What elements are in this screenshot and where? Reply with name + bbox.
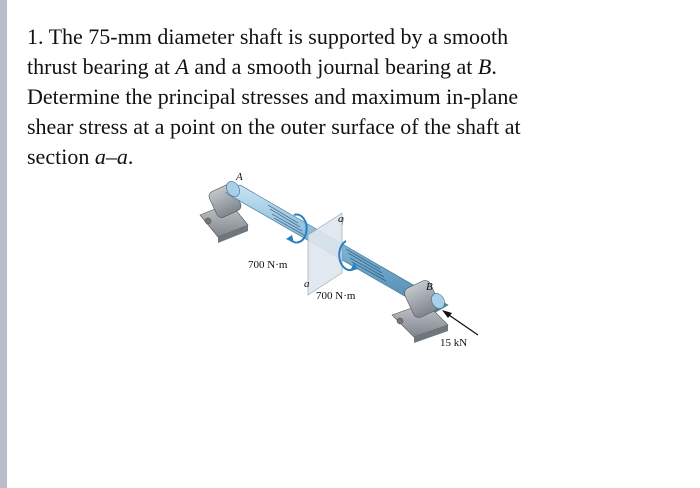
shaft-diagram bbox=[170, 165, 500, 365]
problem-line-1: 1. The 75-mm diameter shaft is supported by a smooth bbox=[27, 24, 509, 49]
section-ref: a–a bbox=[94, 144, 128, 169]
label-point-b: B bbox=[426, 281, 433, 293]
problem-line-5-text: section bbox=[27, 144, 95, 169]
problem-line-4: shear stress at a point on the outer surface of the shaft at bbox=[27, 114, 521, 139]
label-point-a: A bbox=[236, 171, 243, 183]
problem-line-5-end: . bbox=[127, 144, 134, 169]
problem-line-2-text: thrust bearing at bbox=[27, 54, 176, 79]
problem-line-2-end: . bbox=[491, 54, 497, 79]
point-b-ref: B bbox=[477, 54, 492, 79]
section-plane bbox=[308, 213, 342, 295]
left-margin-bar bbox=[0, 0, 7, 488]
label-section-a-bottom: a bbox=[304, 278, 310, 290]
problem-statement bbox=[27, 22, 587, 172]
shaft-figure bbox=[170, 165, 500, 365]
problem-line-2-mid: and a smooth journal bearing at bbox=[188, 54, 478, 79]
label-torque-right: 700 N·m bbox=[316, 290, 356, 302]
label-axial-force: 15 kN bbox=[440, 337, 468, 349]
problem-line-2 bbox=[27, 52, 587, 82]
label-section-a-top: a bbox=[338, 213, 344, 225]
axial-force-arrow bbox=[442, 310, 478, 335]
label-torque-left: 700 N·m bbox=[248, 259, 288, 271]
point-a-ref: A bbox=[175, 54, 189, 79]
problem-line-3: Determine the principal stresses and maximum in-plane bbox=[27, 84, 519, 109]
